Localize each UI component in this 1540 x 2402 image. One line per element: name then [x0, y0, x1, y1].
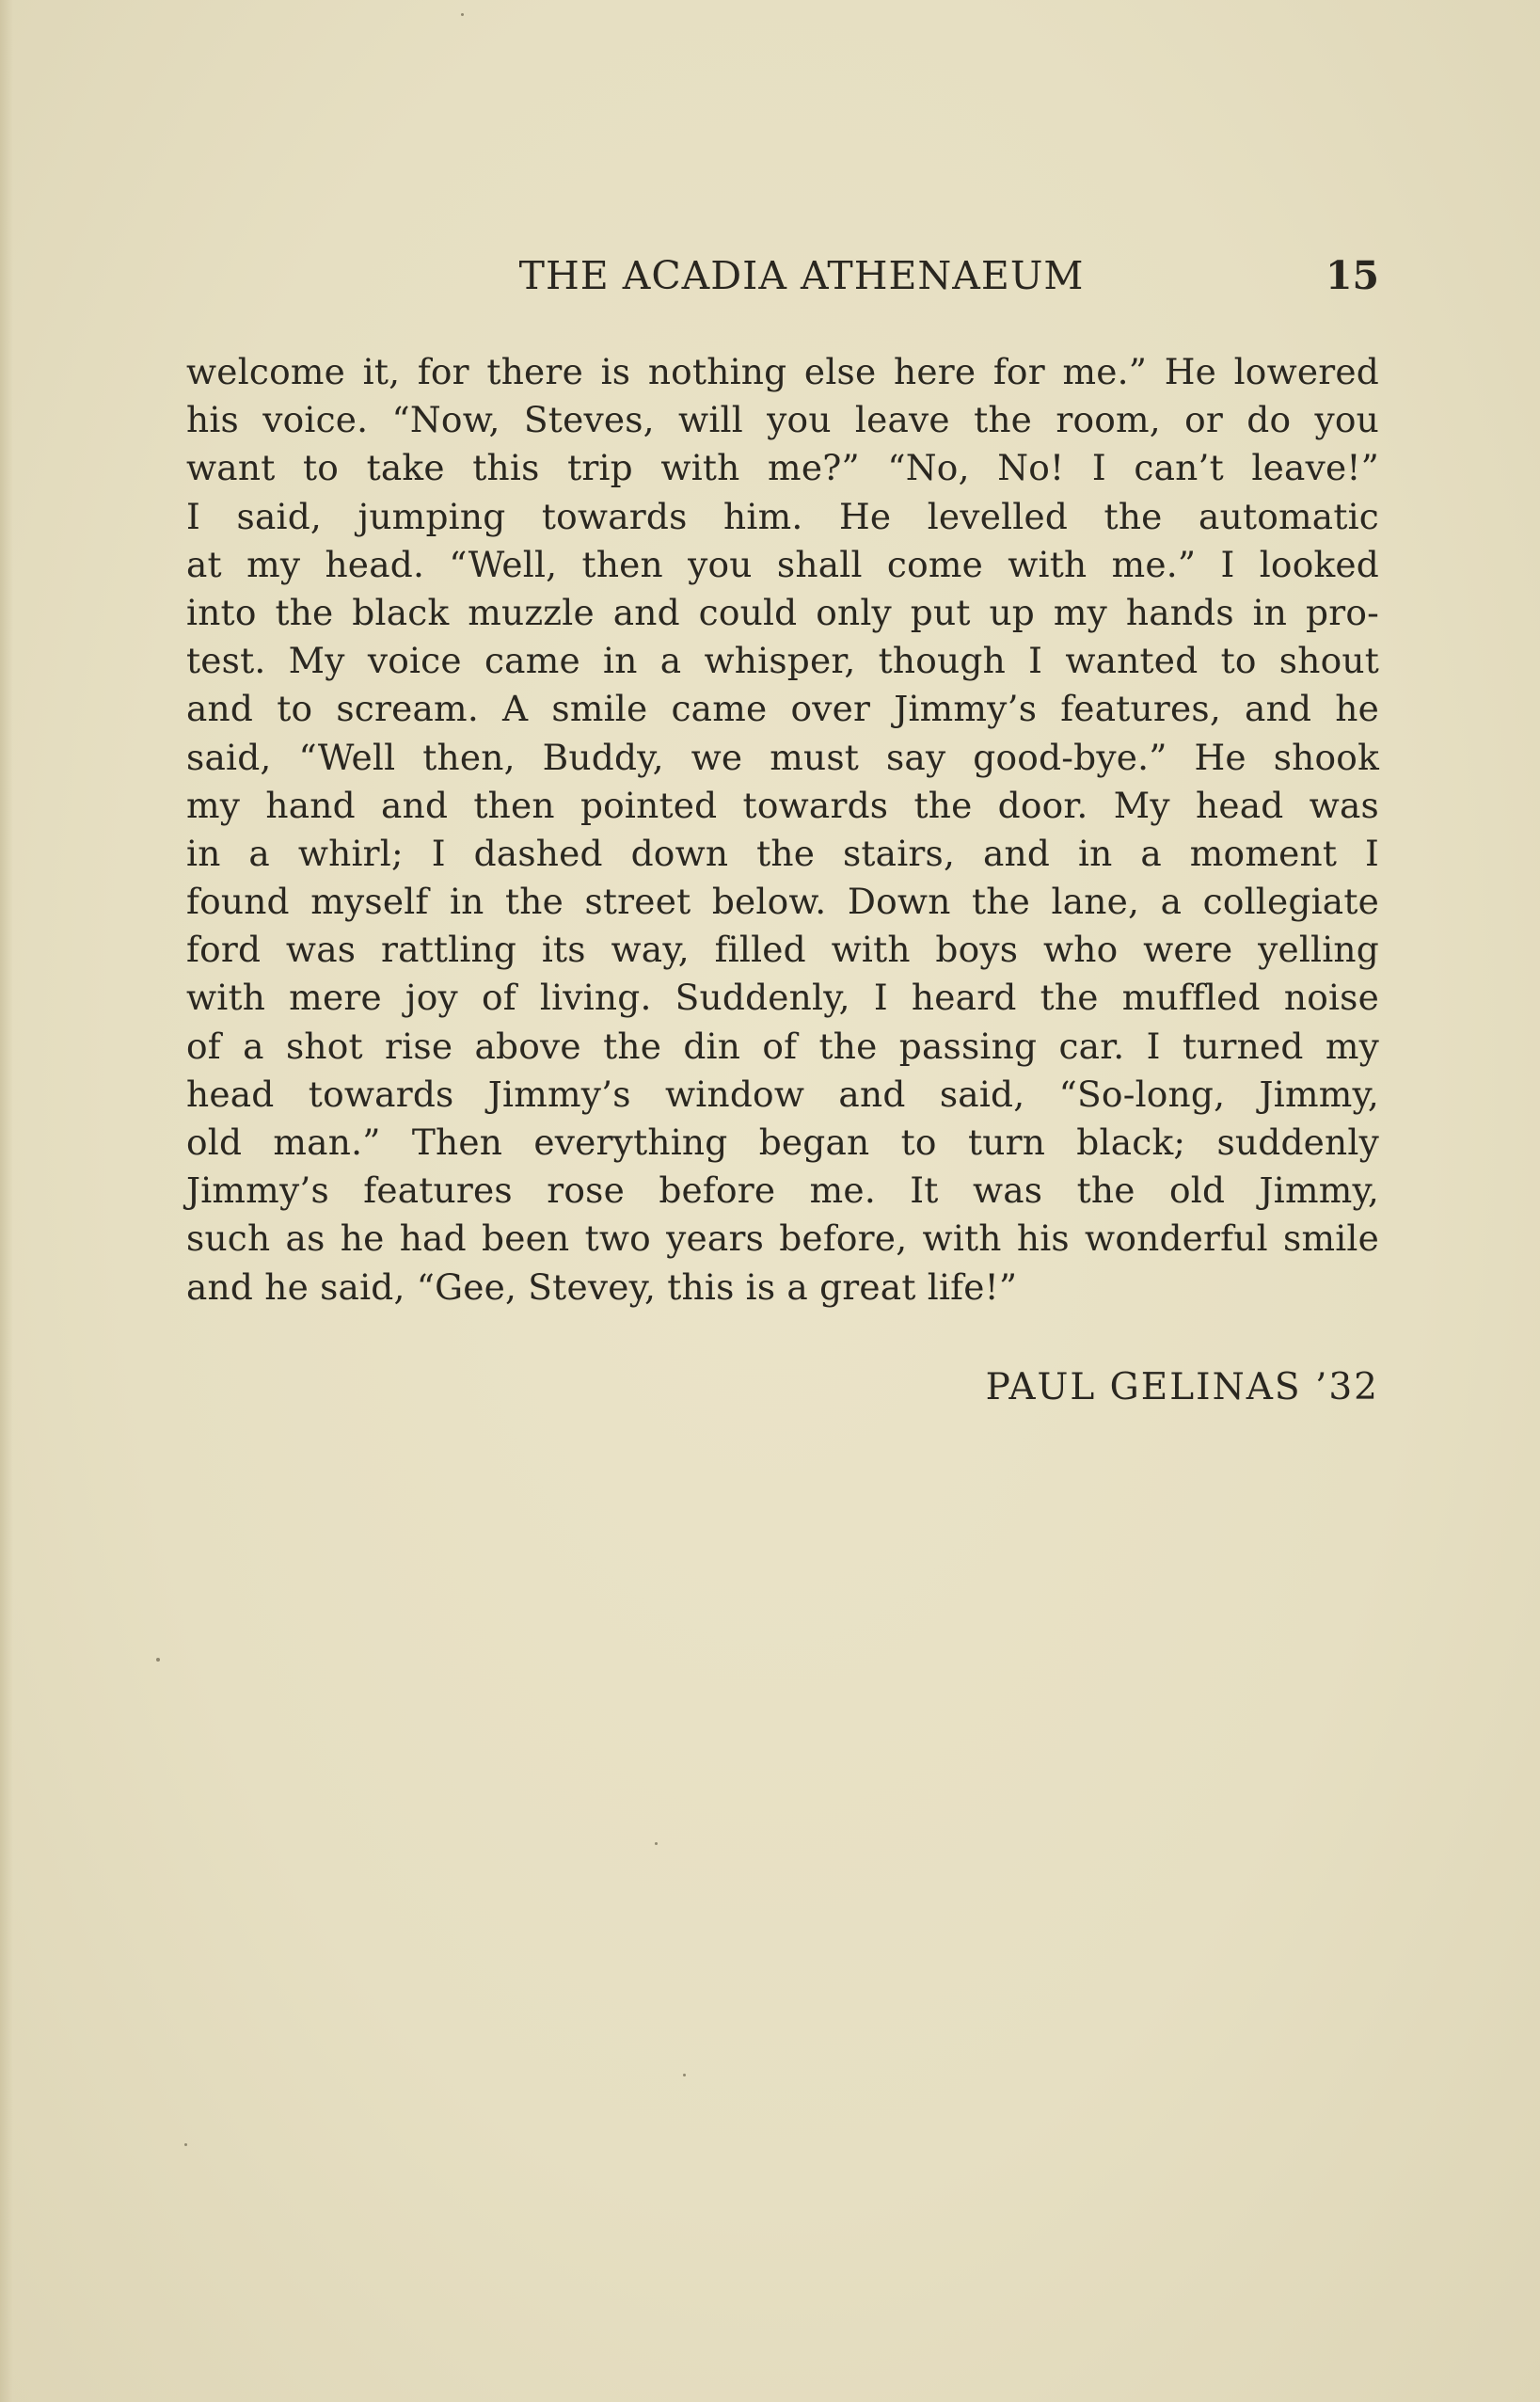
text-line: test. My voice came in a whisper, though I wanted to shout — [186, 640, 1379, 682]
text-line: at my head. “Well, then you shall come with me.” I looked — [186, 543, 1379, 585]
text-line: Jimmy’s features rose before me. It was the old Jimmy, — [186, 1169, 1379, 1212]
text-line: such as he had been two years before, with his wonderful smile — [186, 1217, 1379, 1260]
page-number: 15 — [1325, 253, 1379, 298]
page-edge-shadow — [0, 0, 13, 2402]
text-line: into the black muzzle and could only put up my hands in pro- — [186, 591, 1379, 633]
journal-title: THE ACADIA ATHENAEUM — [518, 253, 1085, 298]
story-text — [186, 348, 1379, 1312]
text-line: head towards Jimmy’s window and said, “So-long, Jimmy, — [186, 1073, 1379, 1115]
text-line: said, “Well then, Buddy, we must say good-bye.” He shook — [186, 736, 1379, 778]
text-line: and he said, “Gee, Stevey, this is a great life!” — [186, 1265, 1018, 1308]
author-byline: PAUL GELINAS ’32 — [985, 1366, 1379, 1408]
text-line: my hand and then pointed towards the door. My head was — [186, 784, 1379, 826]
running-header — [186, 249, 1379, 302]
text-line: old man.” Then everything began to turn black; suddenly — [186, 1121, 1379, 1163]
text-line: I said, jumping towards him. He levelled the automatic — [186, 495, 1379, 537]
paper-speck — [461, 13, 464, 16]
text-line: his voice. “Now, Steves, will you leave the room, or do you — [186, 399, 1379, 441]
text-line: with mere joy of living. Suddenly, I heard the muffled noise — [186, 977, 1379, 1019]
paper-speck — [156, 1658, 160, 1662]
text-line: of a shot rise above the din of the passing car. I turned my — [186, 1025, 1379, 1067]
paper-speck — [184, 2143, 187, 2146]
text-line: and to scream. A smile came over Jimmy’s features, and he — [186, 688, 1379, 730]
text-line: want to take this trip with me?” “No, No! I can’t leave!” — [186, 447, 1379, 489]
text-line: in a whirl; I dashed down the stairs, and in a moment I — [186, 832, 1379, 874]
text-line: found myself in the street below. Down the lane, a collegiate — [186, 881, 1379, 923]
paper-speck — [655, 1842, 658, 1845]
text-line: ford was rattling its way, filled with boys who were yelling — [186, 929, 1379, 971]
paper-speck — [683, 2074, 686, 2076]
text-line: welcome it, for there is nothing else here for me.” He lowered — [186, 351, 1379, 392]
